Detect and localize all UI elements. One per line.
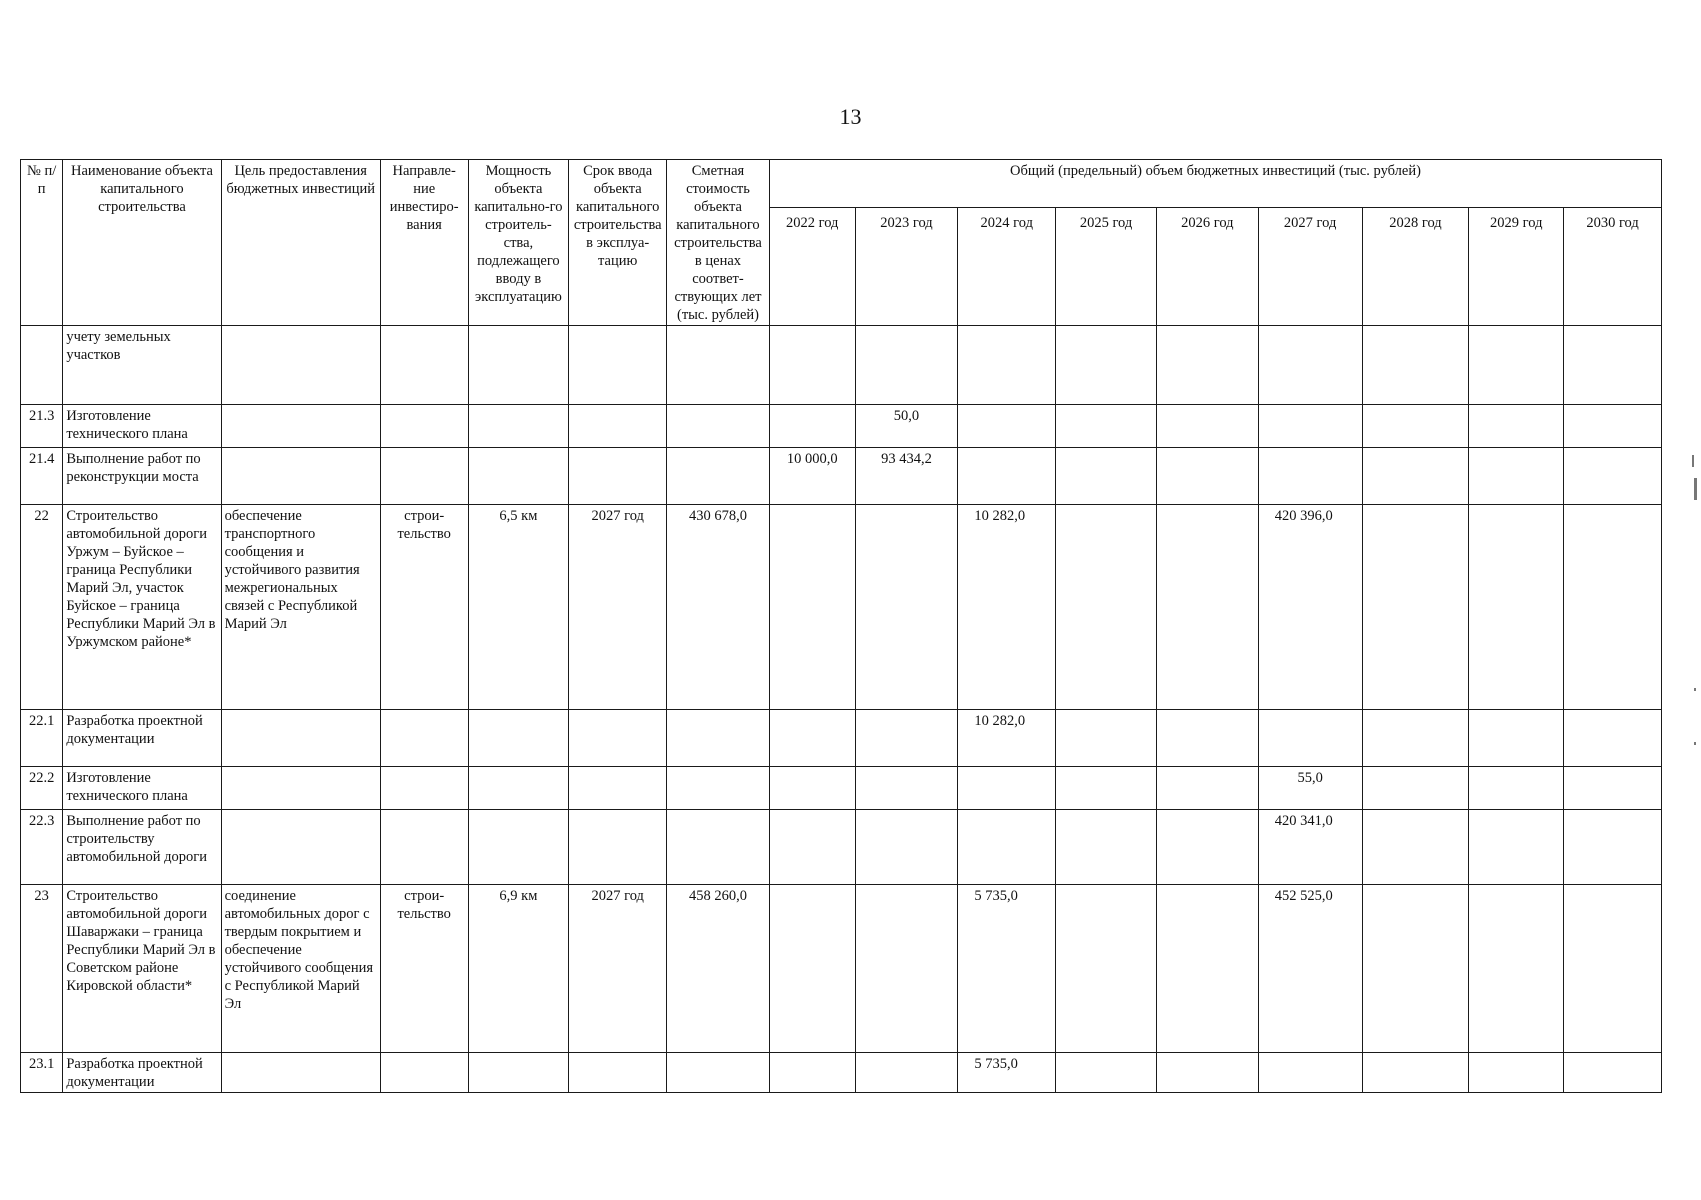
row-cost: 430 678,0 xyxy=(667,505,770,710)
row-name: Разработка проектной документации xyxy=(63,710,221,767)
row-name: Строительство автомобильной дороги Уржум – Буйское – граница Республики Марий Эл, участок Буйское – граница Республики Марий Эл в Уржумском районе* xyxy=(63,505,221,710)
row-capacity xyxy=(468,710,569,767)
row-year-value xyxy=(1156,810,1258,885)
row-capacity: 6,9 км xyxy=(468,885,569,1053)
row-capacity xyxy=(468,1053,569,1093)
row-year-value xyxy=(1056,710,1157,767)
row-year-value: 452 525,0 xyxy=(1258,885,1362,1053)
row-year-value xyxy=(1362,405,1469,448)
row-year-value xyxy=(1056,767,1157,810)
row-num: 22.3 xyxy=(21,810,63,885)
row-year-value xyxy=(1056,810,1157,885)
row-name: Изготовление технического плана xyxy=(63,767,221,810)
table-row xyxy=(21,1053,1662,1093)
row-year-value xyxy=(855,1053,958,1093)
row-year-value xyxy=(1258,1053,1362,1093)
row-purpose xyxy=(221,405,380,448)
row-year-value xyxy=(958,448,1056,505)
row-term xyxy=(569,326,667,405)
header-term: Срок ввода объекта капитального строительства в эксплуа-тацию xyxy=(569,160,667,326)
row-year-value xyxy=(1156,1053,1258,1093)
row-year-value xyxy=(769,326,855,405)
row-purpose xyxy=(221,1053,380,1093)
row-year-value: 5 735,0 xyxy=(958,885,1056,1053)
row-num: 21.4 xyxy=(21,448,63,505)
row-year-value xyxy=(769,1053,855,1093)
row-year-value xyxy=(1258,710,1362,767)
row-year-value xyxy=(855,710,958,767)
row-year-value: 420 396,0 xyxy=(1258,505,1362,710)
row-year-value xyxy=(769,710,855,767)
row-direction xyxy=(380,1053,468,1093)
row-year-value xyxy=(1056,1053,1157,1093)
row-year-value xyxy=(1564,405,1662,448)
row-term xyxy=(569,405,667,448)
row-year-value xyxy=(1156,448,1258,505)
row-capacity xyxy=(468,405,569,448)
row-term xyxy=(569,767,667,810)
row-year-value xyxy=(1156,405,1258,448)
table-row xyxy=(21,505,1662,710)
row-year-value xyxy=(1362,1053,1469,1093)
row-year-value xyxy=(1258,326,1362,405)
row-term xyxy=(569,1053,667,1093)
row-year-value xyxy=(1564,710,1662,767)
header-year: 2030 год xyxy=(1564,208,1662,326)
row-year-value xyxy=(1362,767,1469,810)
header-year: 2029 год xyxy=(1469,208,1564,326)
row-cost xyxy=(667,710,770,767)
row-year-value xyxy=(1362,710,1469,767)
row-num: 22.2 xyxy=(21,767,63,810)
row-cost xyxy=(667,326,770,405)
row-num: 23 xyxy=(21,885,63,1053)
header-year: 2025 год xyxy=(1056,208,1157,326)
row-year-value: 10 282,0 xyxy=(958,505,1056,710)
row-year-value xyxy=(1564,885,1662,1053)
row-year-value: 55,0 xyxy=(1258,767,1362,810)
row-purpose xyxy=(221,710,380,767)
table-row xyxy=(21,448,1662,505)
row-purpose xyxy=(221,326,380,405)
row-capacity xyxy=(468,326,569,405)
row-name: Выполнение работ по реконструкции моста xyxy=(63,448,221,505)
row-direction xyxy=(380,710,468,767)
row-name: Разработка проектной документации xyxy=(63,1053,221,1093)
table-row xyxy=(21,710,1662,767)
row-year-value xyxy=(1156,767,1258,810)
row-year-value xyxy=(1564,1053,1662,1093)
row-year-value: 420 341,0 xyxy=(1258,810,1362,885)
row-term: 2027 год xyxy=(569,885,667,1053)
row-year-value xyxy=(1469,710,1564,767)
row-year-value xyxy=(1056,405,1157,448)
row-direction xyxy=(380,448,468,505)
row-year-value xyxy=(958,326,1056,405)
row-year-value xyxy=(1362,448,1469,505)
row-year-value xyxy=(1056,448,1157,505)
row-year-value xyxy=(769,505,855,710)
scan-speck xyxy=(1692,455,1694,467)
table-row xyxy=(21,405,1662,448)
table-row xyxy=(21,885,1662,1053)
row-year-value xyxy=(1156,505,1258,710)
row-year-value xyxy=(1564,810,1662,885)
header-capacity: Мощность объекта капитально-го строитель-ства, подлежащего вводу в эксплуатацию xyxy=(468,160,569,326)
row-year-value xyxy=(1056,885,1157,1053)
row-year-value xyxy=(769,810,855,885)
row-year-value xyxy=(1056,505,1157,710)
row-cost xyxy=(667,767,770,810)
row-cost xyxy=(667,1053,770,1093)
row-year-value: 5 735,0 xyxy=(958,1053,1056,1093)
row-year-value xyxy=(1469,767,1564,810)
row-year-value xyxy=(1564,767,1662,810)
row-cost xyxy=(667,448,770,505)
page-number: 13 xyxy=(839,104,862,129)
row-year-value xyxy=(1362,505,1469,710)
row-direction xyxy=(380,326,468,405)
row-year-value xyxy=(1056,326,1157,405)
row-capacity xyxy=(468,810,569,885)
row-year-value: 50,0 xyxy=(855,405,958,448)
header-year: 2023 год xyxy=(855,208,958,326)
row-year-value xyxy=(1469,1053,1564,1093)
table-row xyxy=(21,810,1662,885)
row-num: 22 xyxy=(21,505,63,710)
row-year-value xyxy=(1258,448,1362,505)
row-year-value xyxy=(1156,326,1258,405)
row-year-value xyxy=(1564,448,1662,505)
row-cost xyxy=(667,810,770,885)
scan-speck xyxy=(1694,478,1697,500)
header-year: 2024 год xyxy=(958,208,1056,326)
header-year: 2026 год xyxy=(1156,208,1258,326)
row-year-value xyxy=(1469,885,1564,1053)
row-year-value xyxy=(958,405,1056,448)
row-year-value xyxy=(1258,405,1362,448)
row-year-value xyxy=(855,505,958,710)
row-year-value: 10 282,0 xyxy=(958,710,1056,767)
row-year-value xyxy=(769,885,855,1053)
row-year-value xyxy=(1564,505,1662,710)
row-year-value xyxy=(855,326,958,405)
header-year: 2027 год xyxy=(1258,208,1362,326)
row-year-value xyxy=(769,767,855,810)
row-capacity xyxy=(468,767,569,810)
header-direction: Направле-ние инвестиро-вания xyxy=(380,160,468,326)
row-capacity: 6,5 км xyxy=(468,505,569,710)
row-year-value xyxy=(1156,710,1258,767)
row-cost: 458 260,0 xyxy=(667,885,770,1053)
row-name: Изготовление технического плана xyxy=(63,405,221,448)
header-total-investment: Общий (предельный) объем бюджетных инвестиций (тыс. рублей) xyxy=(769,160,1661,208)
row-year-value xyxy=(1469,810,1564,885)
row-direction xyxy=(380,767,468,810)
row-year-value xyxy=(855,767,958,810)
scan-speck xyxy=(1694,688,1696,691)
row-term xyxy=(569,810,667,885)
row-num: 21.3 xyxy=(21,405,63,448)
row-year-value: 93 434,2 xyxy=(855,448,958,505)
row-term: 2027 год xyxy=(569,505,667,710)
row-year-value: 10 000,0 xyxy=(769,448,855,505)
scan-speck xyxy=(1694,742,1696,745)
row-year-value xyxy=(1362,326,1469,405)
table-row xyxy=(21,767,1662,810)
budget-investment-table xyxy=(20,159,1662,1093)
row-purpose xyxy=(221,810,380,885)
header-year: 2028 год xyxy=(1362,208,1469,326)
header-cost: Сметная стоимость объекта капитального строительства в ценах соответ-ствующих лет (тыс. рублей) xyxy=(667,160,770,326)
row-name: учету земельных участков xyxy=(63,326,221,405)
row-name: Выполнение работ по строительству автомобильной дороги xyxy=(63,810,221,885)
row-year-value xyxy=(1469,405,1564,448)
row-term xyxy=(569,710,667,767)
header-year: 2022 год xyxy=(769,208,855,326)
row-num: 23.1 xyxy=(21,1053,63,1093)
row-year-value xyxy=(855,885,958,1053)
row-purpose: обеспечение транспортного сообщения и устойчивого развития межрегиональных связей с Республикой Марий Эл xyxy=(221,505,380,710)
header-num: № п/п xyxy=(21,160,63,326)
row-purpose: соединение автомобильных дорог с твердым покрытием и обеспечение устойчивого сообщения с Республикой Марий Эл xyxy=(221,885,380,1053)
row-direction xyxy=(380,405,468,448)
row-year-value xyxy=(855,810,958,885)
header-purpose: Цель предоставления бюджетных инвестиций xyxy=(221,160,380,326)
row-year-value xyxy=(1362,810,1469,885)
table-row xyxy=(21,326,1662,405)
row-year-value xyxy=(769,405,855,448)
row-name: Строительство автомобильной дороги Шаваржаки – граница Республики Марий Эл в Советском районе Кировской области* xyxy=(63,885,221,1053)
row-year-value xyxy=(1156,885,1258,1053)
row-year-value xyxy=(1469,448,1564,505)
row-cost xyxy=(667,405,770,448)
header-name: Наименование объекта капитального строительства xyxy=(63,160,221,326)
row-year-value xyxy=(1362,885,1469,1053)
row-year-value xyxy=(1469,505,1564,710)
row-term xyxy=(569,448,667,505)
row-purpose xyxy=(221,767,380,810)
row-year-value xyxy=(958,767,1056,810)
row-capacity xyxy=(468,448,569,505)
row-year-value xyxy=(958,810,1056,885)
row-year-value xyxy=(1469,326,1564,405)
row-year-value xyxy=(1564,326,1662,405)
row-direction xyxy=(380,810,468,885)
row-num xyxy=(21,326,63,405)
row-num: 22.1 xyxy=(21,710,63,767)
row-direction: строи-тельство xyxy=(380,505,468,710)
row-purpose xyxy=(221,448,380,505)
row-direction: строи-тельство xyxy=(380,885,468,1053)
